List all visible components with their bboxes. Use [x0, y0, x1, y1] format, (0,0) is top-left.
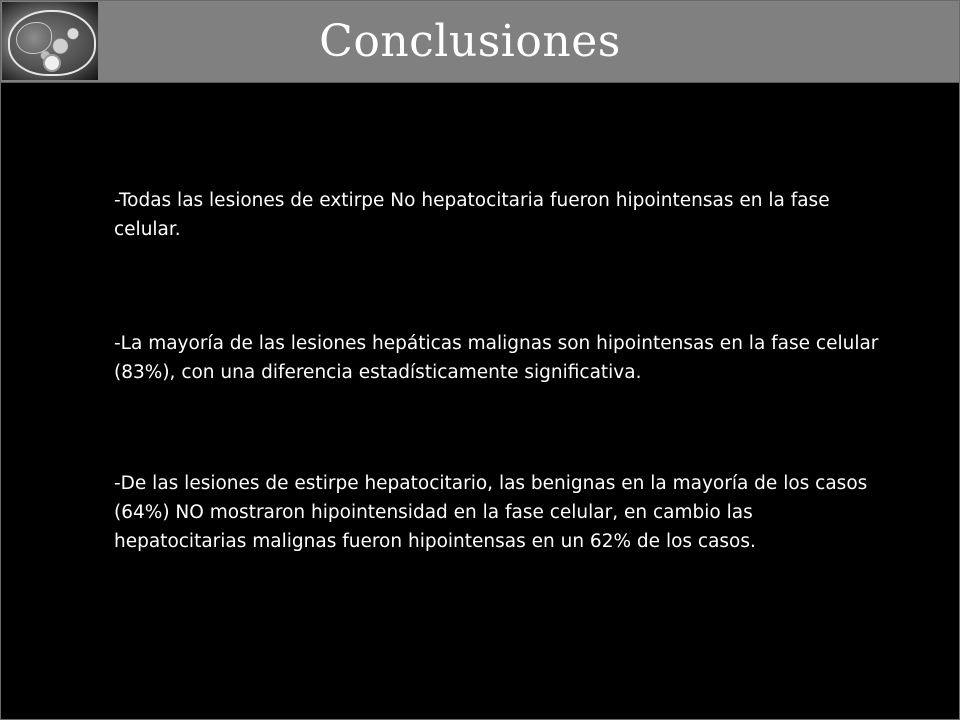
slide-title: Conclusiones [319, 15, 621, 67]
conclusion-item: -Todas las lesiones de extirpe No hepatocitaria fueron hipointensas en la fase celular. [114, 190, 830, 240]
conclusion-item: -De las lesiones de estirpe hepatocitario, las benignas en la mayoría de los casos (64%) NO mostraron hipointensidad en la fase celular, en cambio las hepatocitarias malignas fueron hipointensas en un 62% de los casos. [114, 473, 868, 552]
slide-header [0, 0, 960, 83]
ct-scan-image [2, 2, 98, 80]
ct-liver-region [16, 22, 52, 54]
conclusion-item: -La mayoría de las lesiones hepáticas malignas son hipointensas en la fase celular (83%), con una diferencia estadísticamente significativa. [114, 333, 879, 383]
ct-spine [43, 54, 61, 72]
conclusions-list [114, 186, 884, 556]
